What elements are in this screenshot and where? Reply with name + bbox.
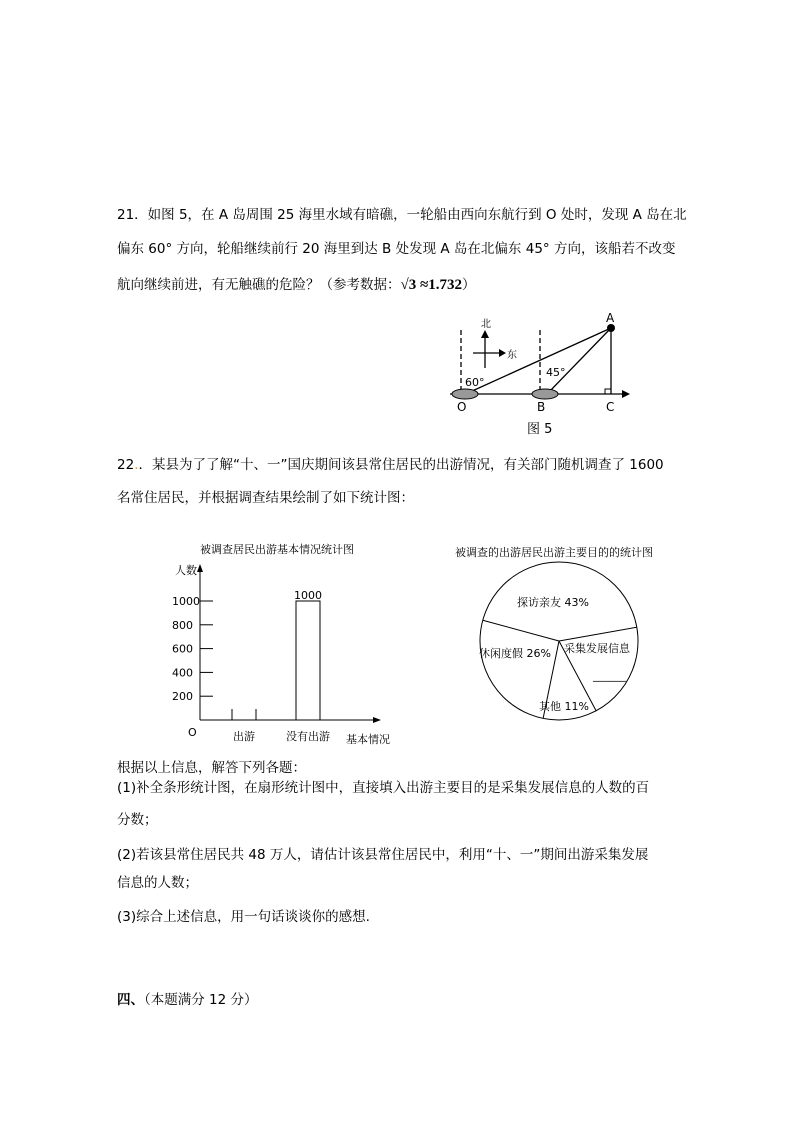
q22-after: 根据以上信息，解答下列各题： — [117, 760, 306, 776]
section4-title: 四、 — [117, 992, 144, 1008]
angle-60: 60° — [465, 376, 485, 389]
bar-ytick-label: 1000 — [172, 595, 200, 608]
pie-title: 被调查的出游居民出游主要目的的统计图 — [455, 546, 653, 559]
point-b: B — [537, 400, 546, 414]
bar-ylabel: 人数 — [175, 564, 197, 577]
pie-answer-blank: ______ — [593, 669, 626, 682]
bar-category-label: 出游 — [233, 730, 255, 743]
pie-slice-label: 其他 11% — [539, 700, 589, 713]
point-c: C — [606, 400, 615, 414]
point-o: O — [457, 400, 467, 414]
pie-slice-label: 休闲度假 26% — [479, 647, 551, 660]
east-label: 东 — [507, 350, 517, 361]
sqrt-formula: √3 ≈1.732 — [400, 277, 462, 293]
q21-line2: 偏东 60° 方向，轮船继续前行 20 海里到达 B 处发现 A 岛在北偏东 45° 方向，该船若不改变 — [117, 241, 676, 257]
q22-q2a: (2)若该县常住居民共 48 万人，请估计该县常住居民中，利用“十、一”期间出游采集发展 — [117, 847, 649, 863]
bar-origin: O — [188, 726, 197, 739]
bar-category-label: 没有出游 — [286, 730, 330, 743]
figure-caption: 图 5 — [527, 422, 553, 437]
q21-line1: 21．如图 5，在 A 岛周围 25 海里水域有暗礁，一轮船由西向东航行到 O 处时，发现 A 岛在北 — [117, 207, 687, 223]
q22-q1b: 分数； — [117, 812, 158, 828]
bar-xlabel: 基本情况 — [346, 733, 390, 746]
bar-title: 被调查居民出游基本情况统计图 — [200, 543, 354, 556]
q21-line3-end: ） — [461, 277, 476, 293]
bar-x-arrow — [373, 717, 381, 723]
bar-ytick-label: 800 — [172, 618, 193, 632]
north-label: 北 — [481, 319, 491, 330]
section4-note: （本题满分 12 分） — [144, 992, 258, 1008]
pie-slice-label: 探访亲友 43% — [517, 596, 589, 609]
q22-number: 22 — [117, 457, 135, 473]
q22-q1a: (1)补全条形统计图，在扇形统计图中，直接填入出游主要目的是采集发展信息的人数的百 — [117, 780, 650, 796]
bar-chart — [172, 542, 390, 746]
q21-line3-text: 航向继续前进，有无触礁的危险？（参考数据： — [117, 277, 401, 293]
bar-y-arrow — [197, 564, 203, 572]
q22-q2b: 信息的人数； — [117, 875, 198, 891]
bar-data-label: 1000 — [294, 589, 322, 602]
q22-dot: . — [134, 457, 139, 473]
pie-slice-label: 采集发展信息 — [564, 642, 630, 655]
section4-heading — [117, 991, 258, 1009]
q22-line1-text: ．某县为了了解“十、一”国庆期间该县常住居民的出游情况，有关部门随机调查了 1600 — [138, 457, 664, 473]
angle-45: 45° — [546, 366, 566, 379]
q22-line2: 名常住居民，并根据调查结果绘制了如下统计图： — [117, 490, 414, 506]
bar-ytick-label: 600 — [172, 642, 193, 656]
bar — [296, 601, 320, 720]
bar-ytick-label: 200 — [172, 690, 193, 704]
bar-ytick-label: 400 — [172, 666, 193, 680]
pie-chart — [455, 545, 653, 720]
q22-q3: (3)综合上述信息，用一句话谈谈你的感想. — [117, 909, 370, 925]
point-a: A — [606, 311, 615, 325]
